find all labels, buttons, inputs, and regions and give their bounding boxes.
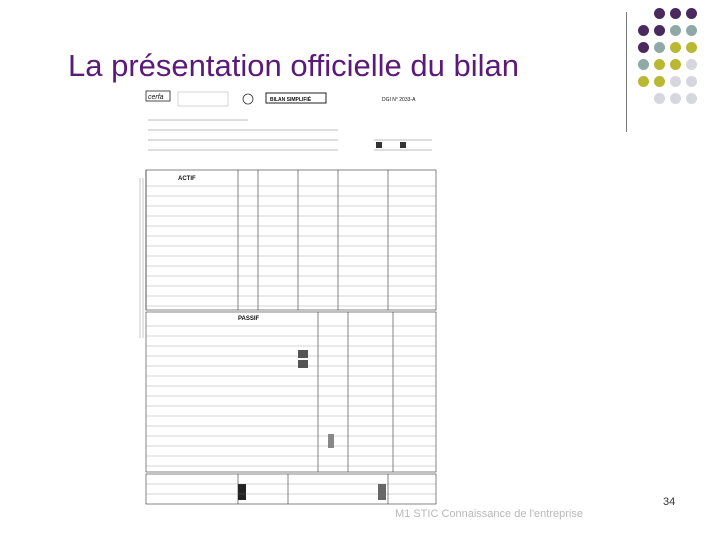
decorative-dot xyxy=(686,59,697,70)
form-header-title: BILAN SIMPLIFIÉ xyxy=(270,97,312,103)
decorative-dot xyxy=(670,76,681,87)
decorative-dot xyxy=(638,42,649,53)
page-number: 34 xyxy=(663,496,676,508)
decorative-dot xyxy=(686,42,697,53)
title-divider-line xyxy=(626,12,627,132)
section-passif-label: PASSIF xyxy=(238,316,260,322)
decorative-dot xyxy=(654,93,665,104)
slide-title: La présentation officielle du bilan xyxy=(68,48,519,83)
decorative-dot xyxy=(670,8,681,19)
decorative-dot xyxy=(686,76,697,87)
decorative-dot xyxy=(654,76,665,87)
bilan-form-image xyxy=(138,88,438,510)
decorative-dot xyxy=(670,59,681,70)
decorative-dot xyxy=(670,25,681,36)
form-number: DGI N° 2033-A xyxy=(382,97,416,103)
decorative-dot xyxy=(638,76,649,87)
decorative-dot xyxy=(686,8,697,19)
decorative-dot-grid xyxy=(638,8,714,118)
decorative-dot xyxy=(686,93,697,104)
decorative-dot xyxy=(638,59,649,70)
decorative-dot xyxy=(654,25,665,36)
decorative-dot xyxy=(638,25,649,36)
form-logo: cerfa xyxy=(148,94,164,101)
decorative-dot xyxy=(654,59,665,70)
footer-text: M1 STIC Connaissance de l'entreprise xyxy=(395,508,583,520)
decorative-dot xyxy=(654,42,665,53)
decorative-dot xyxy=(670,93,681,104)
decorative-dot xyxy=(686,25,697,36)
section-actif-label: ACTIF xyxy=(178,176,196,182)
decorative-dot xyxy=(670,42,681,53)
decorative-dot xyxy=(654,8,665,19)
